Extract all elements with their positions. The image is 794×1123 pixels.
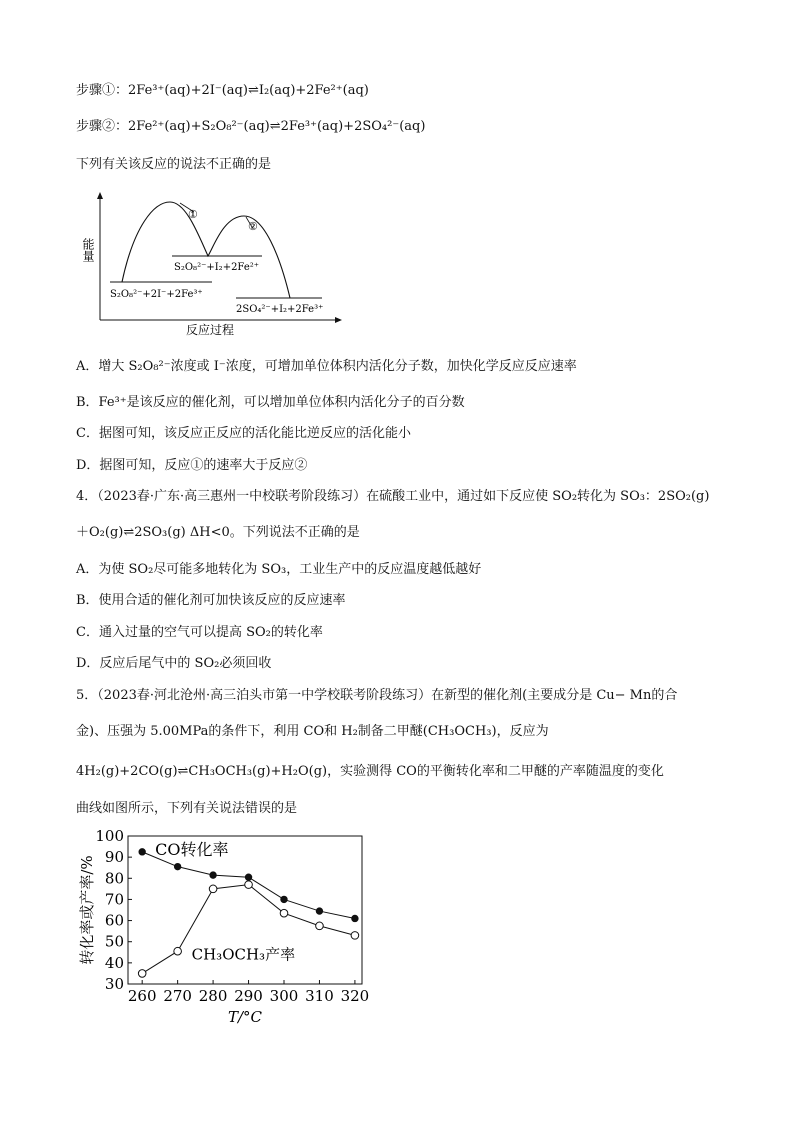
data-point xyxy=(245,881,253,889)
data-point xyxy=(174,947,182,955)
y-tick-label: 80 xyxy=(104,869,124,888)
y-tick-label: 60 xyxy=(104,911,124,930)
q4-option-b: B．使用合适的催化剂可加快该反应的反应速率 xyxy=(76,593,346,608)
q3-option-a: A．增大 S₂O₈²⁻浓度或 I⁻浓度，可增加单位体积内活化分子数，加快化学反应反应速率 xyxy=(76,359,577,374)
x-tick-label: 260 xyxy=(127,987,157,1005)
process-axis-label: 反应过程 xyxy=(185,323,235,337)
q5-stem-line4: 曲线如图所示，下列有关说法错误的是 xyxy=(76,801,298,816)
y-axis-label: 转化率或产率/% xyxy=(78,855,96,965)
y-tick-label: 40 xyxy=(104,953,124,972)
x-tick-label: 300 xyxy=(269,987,299,1005)
q3-stem: 下列有关该反应的说法不正确的是 xyxy=(76,157,272,172)
q5-stem-line1: 5．（2023春·河北沧州·高三泊头市第一中学校联考阶段练习）在新型的催化剂(主要成分是 Cu− Mn的合 xyxy=(76,688,678,703)
data-point xyxy=(352,915,358,921)
x-tick-label: 320 xyxy=(340,987,370,1005)
energy-diagram xyxy=(76,186,366,338)
y-tick-label: 90 xyxy=(104,848,124,867)
q4-stem-line1: 4．（2023春·广东·高三惠州一中校联考阶段练习）在硫酸工业中，通过如下反应使 SO₂转化为 SO₃：2SO₂(g) xyxy=(76,489,710,504)
q4-option-d: D．反应后尾气中的 SO₂必须回收 xyxy=(76,656,272,671)
y-tick-label: 50 xyxy=(104,932,124,951)
data-point xyxy=(210,872,216,878)
x-tick-label: 280 xyxy=(198,987,228,1005)
level-start-label: S₂O₈²⁻+2I⁻+2Fe³⁺ xyxy=(110,289,203,300)
series-label-dme: CH₃OCH₃产率 xyxy=(191,945,296,964)
data-point xyxy=(316,922,324,930)
q3-option-d: D．据图可知，反应①的速率大于反应② xyxy=(76,458,308,473)
q3-option-c: C．据图可知，该反应正反应的活化能比逆反应的活化能小 xyxy=(76,426,411,441)
x-tick-label: 290 xyxy=(234,987,263,1005)
data-point xyxy=(174,863,180,869)
data-point xyxy=(280,909,288,917)
y-tick-label: 30 xyxy=(104,975,124,993)
temperature-chart xyxy=(70,822,390,1032)
level-end-label: 2SO₄²⁻+I₂+2Fe³⁺ xyxy=(236,304,324,315)
data-point xyxy=(281,896,287,902)
data-point xyxy=(245,874,251,880)
q4-option-c: C．通入过量的空气可以提高 SO₂的转化率 xyxy=(76,625,323,640)
data-point xyxy=(316,908,322,914)
peak-2-label: ② xyxy=(248,220,258,233)
energy-axis-label: 能量 xyxy=(81,238,95,262)
data-point xyxy=(138,970,146,978)
data-point xyxy=(351,932,359,940)
q5-stem-line2: 金)、压强为 5.00MPa的条件下，利用 CO和 H₂制备二甲醚(CH₃OCH₃)，反应为 xyxy=(76,724,549,739)
level-mid-label: S₂O₈²⁻+I₂+2Fe²⁺ xyxy=(174,262,260,273)
q3-option-b: B．Fe³⁺是该反应的催化剂，可以增加单位体积内活化分子的百分数 xyxy=(76,395,465,410)
peak-1-label: ① xyxy=(188,208,198,221)
step2-line: 步骤②：2Fe²⁺(aq)+S₂O₈²⁻(aq)⇌2Fe³⁺(aq)+2SO₄²⁻(aq) xyxy=(76,119,426,134)
series-label-co: CO转化率 xyxy=(155,839,229,859)
y-tick-label: 100 xyxy=(95,827,124,845)
data-point xyxy=(139,849,145,855)
x-tick-label: 310 xyxy=(305,987,334,1005)
q5-stem-line3: 4H₂(g)+2CO(g)⇌CH₃OCH₃(g)+H₂O(g)，实验测得 CO的平衡转化率和二甲醚的产率随温度的变化 xyxy=(76,764,664,779)
x-axis-label: T/°C xyxy=(227,1008,263,1026)
energy-curve xyxy=(122,202,290,298)
q4-option-a: A．为使 SO₂尽可能多地转化为 SO₃，工业生产中的反应温度越低越好 xyxy=(76,562,482,577)
q4-stem-line2: ＋O₂(g)⇌2SO₃(g) ΔH<0。下列说法不正确的是 xyxy=(76,525,360,540)
step1-line: 步骤①：2Fe³⁺(aq)+2I⁻(aq)⇌I₂(aq)+2Fe²⁺(aq) xyxy=(76,83,369,98)
y-tick-label: 70 xyxy=(104,890,124,909)
data-point xyxy=(209,885,217,893)
x-tick-label: 270 xyxy=(163,987,192,1005)
